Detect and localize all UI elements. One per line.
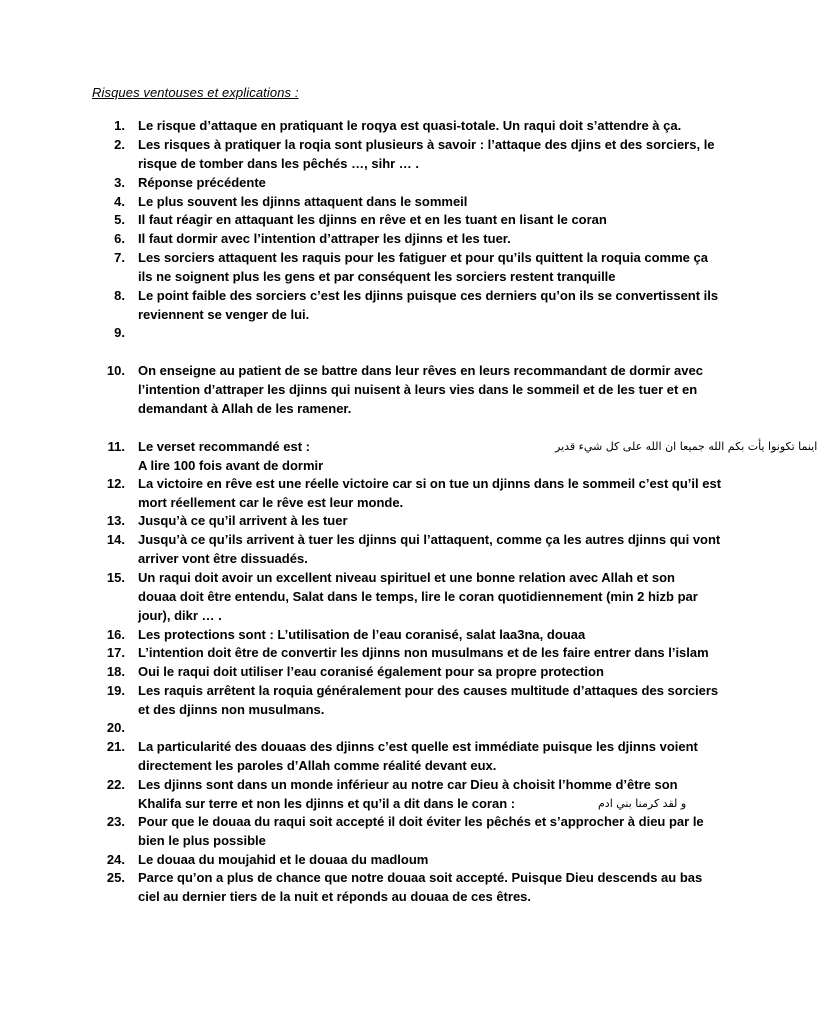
item-number: 25. — [106, 870, 125, 885]
item-number: 2. — [114, 137, 125, 152]
item-text-line: mort réellement car le rêve est leur monde. — [138, 495, 404, 510]
item-text-line: La victoire en rêve est une réelle victoire car si on tue un djinns dans le sommeil c’est qu’il est — [138, 476, 722, 491]
item-text-line: ils ne soignent plus les gens et par conséquent les sorciers restent tranquille — [138, 269, 616, 284]
item-number: 8. — [114, 288, 125, 303]
item-number: 15. — [106, 570, 125, 585]
item-number: 6. — [114, 231, 125, 246]
item-text-line: Le risque d’attaque en pratiquant le roqya est quasi-totale. Un raqui doit s’attendre à ça. — [138, 118, 682, 133]
item-number: 5. — [114, 212, 125, 227]
item-text-line: Parce qu’on a plus de chance que notre douaa soit accepté. Puisque Dieu descends au bas — [138, 870, 703, 885]
item-number: 17. — [106, 645, 125, 660]
item-text-line: L’intention doit être de convertir les djinns non musulmans et de les faire entrer dans l’islam — [138, 645, 709, 660]
item-text-line: et des djinns non musulmans. — [138, 702, 325, 717]
item-text-line: Le verset recommandé est : — [138, 439, 310, 454]
item-text-line: Le douaa du moujahid et le douaa du madloum — [138, 852, 429, 867]
item-text-line: directement les paroles d’Allah comme réalité devant eux. — [138, 758, 497, 773]
item-number: 14. — [106, 532, 125, 547]
item-text-line: Les sorciers attaquent les raquis pour les fatiguer et pour qu’ils quittent la roquia comme ça — [138, 250, 708, 265]
item-text-line: l’intention d’attraper les djinns qui nuisent à leurs vies dans le sommeil et de les tuer et en — [138, 382, 698, 397]
item-text-line: ciel au dernier tiers de la nuit et réponds au douaa de ces êtres. — [138, 889, 532, 904]
item-number: 13. — [106, 513, 125, 528]
item-number: 16. — [106, 627, 125, 642]
item-number: 10. — [106, 363, 125, 378]
item-text-line: Il faut réagir en attaquant les djinns en rêve et en les tuant en lisant le coran — [138, 212, 607, 227]
item-text-line: Le plus souvent les djinns attaquent dans le sommeil — [138, 194, 468, 209]
item-number: 3. — [114, 175, 125, 190]
document-heading: Risques ventouses et explications : — [92, 85, 299, 100]
item-text-line: Les protections sont : L’utilisation de l’eau coranisé, salat laa3na, douaa — [138, 627, 586, 642]
item-text-line: Le point faible des sorciers c’est les djinns puisque ces derniers qu’on ils se convertissent ils — [138, 288, 719, 303]
item-text-line: reviennent se venger de lui. — [138, 307, 310, 322]
item-text-line: Un raqui doit avoir un excellent niveau spirituel et une bonne relation avec Allah et son — [138, 570, 675, 585]
item-text-line: risque de tomber dans les pêchés …, sihr … . — [138, 156, 420, 171]
item-number: 21. — [106, 739, 125, 754]
item-number: 19. — [106, 683, 125, 698]
item-text-line: douaa doit être entendu, Salat dans le temps, lire le coran quotidiennement (min 2 hizb par — [138, 589, 698, 604]
item-text-line: demandant à Allah de les ramener. — [138, 401, 352, 416]
item-number: 22. — [106, 777, 125, 792]
item-number: 20. — [106, 720, 125, 735]
item-number: 11. — [107, 439, 125, 454]
item-number: 1. — [114, 118, 125, 133]
item-text-line: arriver vont être dissuadés. — [138, 551, 308, 566]
item-number: 18. — [106, 664, 125, 679]
item-text-line: bien le plus possible — [138, 833, 266, 848]
item-text-line: Les risques à pratiquer la roqia sont plusieurs à savoir : l’attaque des djins et des sorciers, le — [138, 137, 715, 152]
item-number: 24. — [106, 852, 125, 867]
item-number: 4. — [114, 194, 125, 209]
item-text-line: Khalifa sur terre et non les djinns et qu’il a dit dans le coran : — [138, 796, 516, 811]
item-text-line: La particularité des douaas des djinns c’est quelle est immédiate puisque les djinns voient — [138, 739, 698, 754]
item-text-line: Jusqu’à ce qu’ils arrivent à tuer les djinns qui l’attaquent, comme ça les autres djinns qui vont — [138, 532, 721, 547]
item-text-line: Pour que le douaa du raqui soit accepté il doit éviter les pêchés et s’approcher à dieu par le — [138, 814, 704, 829]
item-text-line: Jusqu’à ce qu’il arrivent à les tuer — [138, 513, 348, 528]
item-number: 23. — [106, 814, 125, 829]
item-number: 12. — [106, 476, 125, 491]
item-text-line: Réponse précédente — [138, 175, 266, 190]
item-number: 9. — [114, 325, 125, 340]
item-text-line: Oui le raqui doit utiliser l’eau coranisé également pour sa propre protection — [138, 664, 604, 679]
item-text-line: Il faut dormir avec l’intention d’attraper les djinns et les tuer. — [138, 231, 511, 246]
item-text-line: Les djinns sont dans un monde inférieur au notre car Dieu à choisit l’homme d’être son — [138, 777, 678, 792]
arabic-verse: اينما تكونوا يأت بكم الله جميعا ان الله على كل شيء قدير — [555, 440, 817, 453]
item-text-line: On enseigne au patient de se battre dans leur rêves en leurs recommandant de dormir avec — [138, 363, 703, 378]
item-text-line: A lire 100 fois avant de dormir — [138, 458, 324, 473]
item-text-line: Les raquis arrêtent la roquia généralement pour des causes multitude d’attaques des sorciers — [138, 683, 719, 698]
arabic-verse: و لقد كرمنا بني ادم — [598, 797, 687, 810]
item-text-line: jour), dikr … . — [138, 608, 222, 623]
item-number: 7. — [114, 250, 125, 265]
